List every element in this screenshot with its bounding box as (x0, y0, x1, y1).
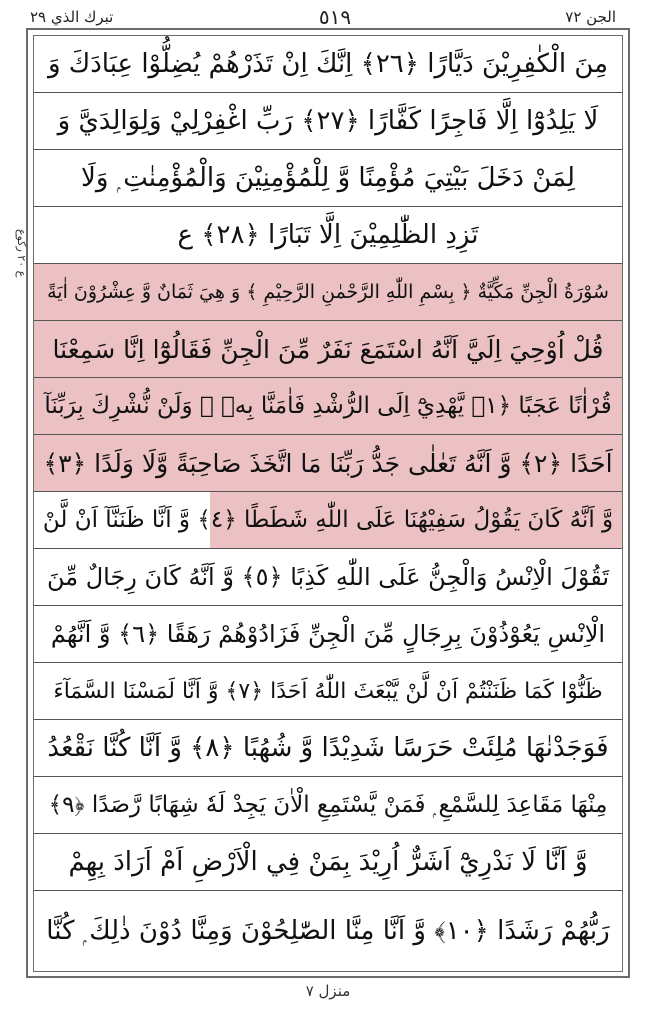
text-line (34, 93, 622, 150)
line-text: ظَنُّوْا كَمَا ظَنَنْتُمْ اَنْ لَّنْ يَّبْعَثَ اللّٰهُ اَحَدًا ﴿٧﴾ وَّ اَنَّا لَمَسْنَا السَّمَآءَ (53, 678, 603, 704)
page-number: ٥١٩ (318, 5, 352, 29)
line-text: لِمَنْ دَخَلَ بَيْتِيَ مُؤْمِنًا وَّ لِلْمُؤْمِنِيْنَ وَالْمُؤْمِنٰتِ ۭ وَلَا (81, 162, 575, 193)
text-lines (34, 36, 622, 971)
line-text: تَقُوْلَ الْاِنْسُ وَالْجِنُّ عَلَى اللّٰهِ كَذِبًا ﴿٥﴾ وَّ اَنَّهُ كَانَ رِجَالٌ مِّنَ (46, 563, 610, 591)
text-line (34, 549, 622, 606)
text-line-highlighted (34, 378, 622, 435)
line-text: مِنْهَا مَقَاعِدَ لِلسَّمْعِ ۭ فَمَنْ يَّسْتَمِعِ الْاٰنَ يَجِدْ لَهٗ شِهَابًا رَّصَدًا ﴿٩﴾ (48, 792, 608, 818)
line-text: قُرْاٰنًا عَجَبًا ﴿١﴾ يَّهْدِيْٓ اِلَى الرُّشْدِ فَاٰمَنَّا بِهٖ ۭ وَلَنْ نُّشْرِكَ بِرَبِّنَآ (44, 393, 612, 419)
line-text: رَبُّهُمْ رَشَدًا ﴿١٠﴾ وَّ اَنَّا مِنَّا الصّٰلِحُوْنَ وَمِنَّا دُوْنَ ذٰلِكَ ۭ كُنَّا (46, 915, 610, 946)
ruku-margin-note: ع ٢٠ ركوع (15, 228, 28, 278)
text-line (34, 606, 622, 663)
line-text: فَوَجَدْنٰهَا مُلِئَتْ حَرَسًا شَدِيْدًا وَّ شُهُبًا ﴿٨﴾ وَّ اَنَّا كُنَّا نَقْعُدُ (47, 733, 609, 763)
surah-label: الجن ٧٢ (565, 8, 616, 26)
surah-heading-text: سُوْرَةُ الْجِنِّ مَكِّيَّةٌ ﴿ بِسْمِ اللّٰهِ الرَّحْمٰنِ الرَّحِيْمِ ﴾ وَ هِيَ ثَمَانٌ وَّ عِشْرُوْنَ اٰيَةً (47, 281, 609, 303)
text-line (34, 36, 622, 93)
manzil-footer: منزل ٧ (305, 982, 351, 1000)
text-line (34, 891, 622, 971)
juz-label: تبرك الذي ٢٩ (30, 8, 114, 26)
line-text: اَحَدًا ﴿٢﴾ وَّ اَنَّهُ تَعٰلٰى جَدُّ رَبِّنَا مَا اتَّخَذَ صَاحِبَةً وَّلَا وَلَدًا ﴿٣﴾ (43, 448, 613, 478)
text-line-partial-highlight (34, 492, 622, 549)
text-line (34, 720, 622, 777)
line-text: تَزِدِ الظّٰلِمِيْنَ اِلَّا تَبَارًا ﴿٢٨﴾ ع (177, 220, 479, 250)
text-line (34, 150, 622, 207)
line-text: وَّ اَنَّهُ كَانَ يَقُوْلُ سَفِيْهُنَا عَلَى اللّٰهِ شَطَطًا ﴿٤﴾ وَّ اَنَّا ظَنَنَّآ اَنْ لَّنْ (42, 507, 614, 533)
surah-heading-line (34, 264, 622, 321)
line-text: قُلْ اُوْحِيَ اِلَيَّ اَنَّهُ اسْتَمَعَ نَفَرٌ مِّنَ الْجِنِّ فَقَالُوْٓا اِنَّا سَمِعْنَا (52, 334, 604, 364)
line-text: مِنَ الْكٰفِرِيْنَ دَيَّارًا ﴿٢٦﴾ اِنَّكَ اِنْ تَذَرْهُمْ يُضِلُّوْا عِبَادَكَ وَ (47, 49, 609, 79)
text-line (34, 777, 622, 834)
line-text: وَّ اَنَّا لَا نَدْرِيْٓ اَشَرٌّ اُرِيْدَ بِمَنْ فِي الْاَرْضِ اَمْ اَرَادَ بِهِمْ (68, 847, 588, 877)
text-line (34, 663, 622, 720)
text-line-highlighted (34, 435, 622, 492)
line-text: لَا يَلِدُوْٓا اِلَّا فَاجِرًا كَفَّارًا ﴿٢٧﴾ رَبِّ اغْفِرْلِيْ وَلِوَالِدَيَّ وَ (57, 106, 599, 136)
text-line (34, 834, 622, 891)
line-text: الْاِنْسِ يَعُوْذُوْنَ بِرِجَالٍ مِّنَ الْجِنِّ فَزَادُوْهُمْ رَهَقًا ﴿٦﴾ وَّ اَنَّهُمْ (50, 620, 606, 648)
text-line (34, 207, 622, 264)
text-line-highlighted (34, 321, 622, 378)
